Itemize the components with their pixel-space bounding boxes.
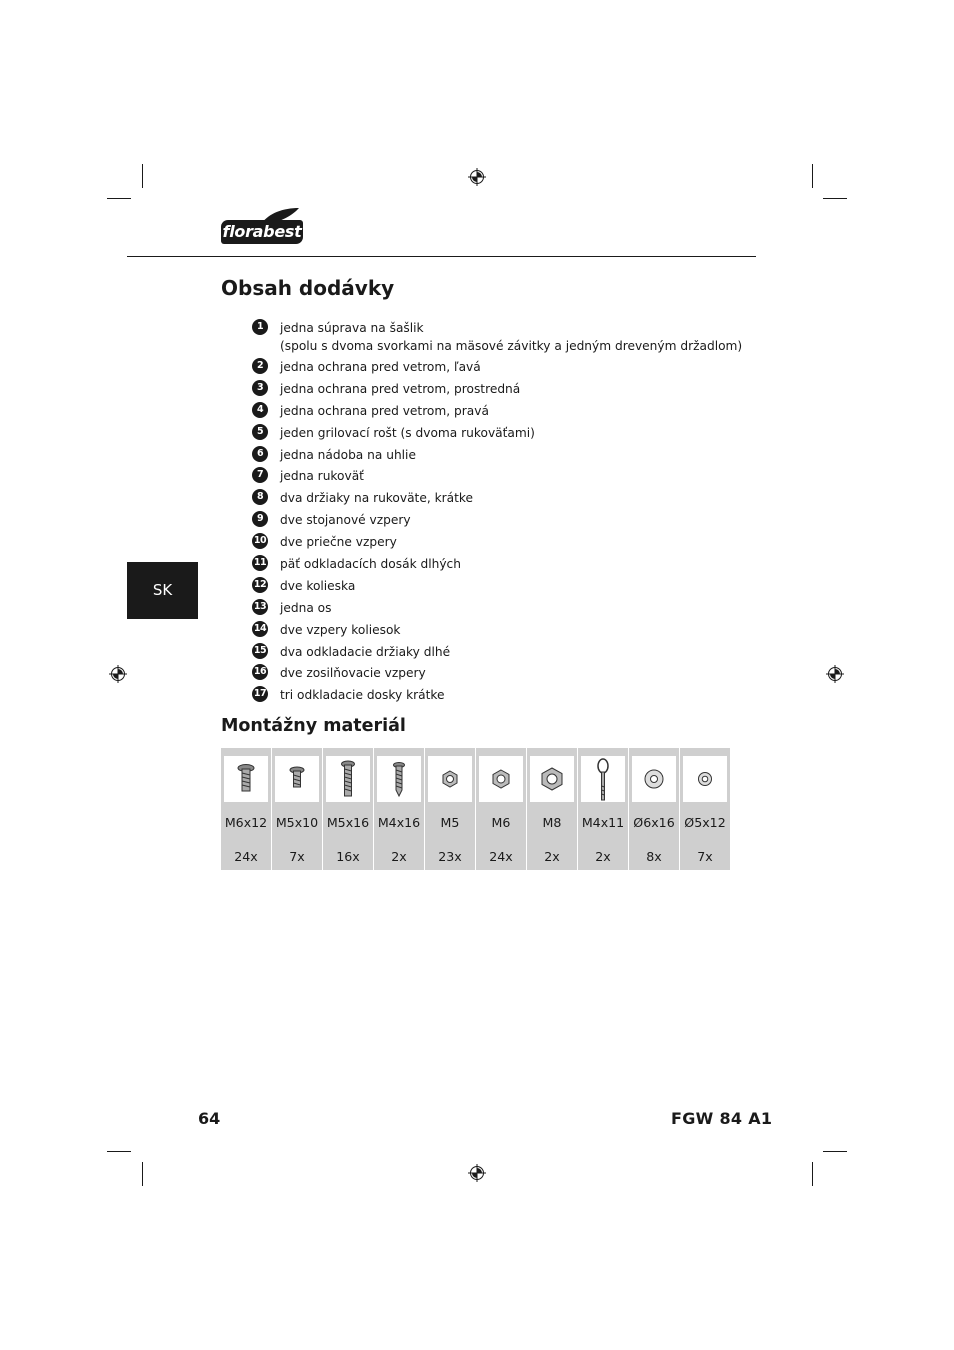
item-number-badge: 5 [252, 424, 268, 440]
hardware-cell [374, 748, 424, 870]
part-quantity: 24x [234, 849, 258, 864]
part-quantity: 7x [697, 849, 713, 864]
page-title: Obsah dodávky [221, 276, 395, 300]
screw-icon [275, 756, 319, 802]
crop-mark [812, 1162, 813, 1186]
crop-mark [823, 1151, 847, 1152]
item-number-badge: 1 [252, 319, 268, 335]
part-size: M4x16 [377, 815, 421, 830]
item-text: dve zosilňovacie vzpery [280, 666, 426, 681]
part-size: M5x16 [326, 815, 370, 830]
item-number-badge: 13 [252, 599, 268, 615]
item-number-badge: 15 [252, 643, 268, 659]
item-text: dve stojanové vzpery [280, 513, 411, 528]
screw-icon [326, 756, 370, 802]
item-text: dve vzpery koliesok [280, 622, 401, 637]
registration-mark-icon [826, 665, 844, 683]
section-title: Montážny materiál [221, 716, 406, 736]
nut-icon [479, 756, 523, 802]
hardware-cell [221, 748, 271, 870]
registration-mark-icon [468, 168, 486, 186]
item-text: jedna os [280, 600, 332, 615]
part-quantity: 7x [289, 849, 305, 864]
hardware-cell [578, 748, 628, 870]
item-number-badge: 6 [252, 446, 268, 462]
item-number-badge: 2 [252, 358, 268, 374]
nut-icon [428, 756, 472, 802]
item-number-badge: 17 [252, 686, 268, 702]
item-text: jedna ochrana pred vetrom, prostredná [280, 381, 521, 396]
part-quantity: 2x [595, 849, 611, 864]
item-text: päť odkladacích dosák dlhých [280, 557, 461, 572]
part-size: Ø5x12 [684, 815, 726, 830]
item-number-badge: 11 [252, 555, 268, 571]
item-text: dva odkladacie držiaky dlhé [280, 644, 451, 659]
part-quantity: 23x [438, 849, 462, 864]
item-number-badge: 10 [252, 533, 268, 549]
part-size: M4x11 [581, 815, 625, 830]
item-text: dve priečne vzpery [280, 535, 397, 550]
screw-icon [377, 756, 421, 802]
crop-mark [142, 1162, 143, 1186]
item-number-badge: 8 [252, 489, 268, 505]
part-size: M8 [542, 815, 562, 830]
page-number: 64 [198, 1109, 221, 1128]
crop-mark [107, 1151, 131, 1152]
logo-text: florabest [221, 220, 303, 244]
item-text: dve kolieska [280, 578, 356, 593]
item-number-badge: 9 [252, 511, 268, 527]
part-quantity: 2x [544, 849, 560, 864]
screw-icon [224, 756, 268, 802]
crop-mark [107, 198, 131, 199]
item-text: jedna ochrana pred vetrom, pravá [280, 403, 489, 418]
crop-mark [823, 198, 847, 199]
part-quantity: 8x [646, 849, 662, 864]
part-quantity: 16x [336, 849, 360, 864]
language-tab: SK [127, 562, 198, 619]
part-quantity: 24x [489, 849, 513, 864]
part-size: M6 [491, 815, 511, 830]
header-rule [127, 256, 756, 257]
item-text: dva držiaky na rukoväte, krátke [280, 491, 474, 506]
item-number-badge: 7 [252, 467, 268, 483]
part-size: M5x10 [275, 815, 319, 830]
item-text: jedna ochrana pred vetrom, ľavá [280, 360, 481, 374]
part-quantity: 2x [391, 849, 407, 864]
item-number-badge: 16 [252, 664, 268, 680]
part-size: Ø6x16 [633, 815, 675, 830]
item-text: jedna súprava na šašlik (spolu s dvoma svorkami na mäsové závitky a jedným dreveným držadlom) [280, 321, 743, 353]
item-text: jedna rukoväť [280, 469, 364, 484]
item-text: jedna nádoba na uhlie [280, 447, 416, 462]
hardware-table [221, 748, 732, 870]
washer-icon [632, 756, 676, 802]
hardware-cell [629, 748, 679, 870]
part-size: M5 [440, 815, 460, 830]
item-number-badge: 3 [252, 380, 268, 396]
hardware-cell [527, 748, 577, 870]
nut-icon [530, 756, 574, 802]
crop-mark [142, 164, 143, 188]
item-number-badge: 12 [252, 577, 268, 593]
hardware-cell [323, 748, 373, 870]
hardware-cell [272, 748, 322, 870]
model-number: FGW 84 A1 [671, 1109, 773, 1128]
item-number-badge: 4 [252, 402, 268, 418]
brand-logo [221, 207, 305, 245]
eye-bolt-icon [581, 756, 625, 802]
registration-mark-icon [109, 665, 127, 683]
part-size: M6x12 [224, 815, 268, 830]
crop-mark [812, 164, 813, 188]
hardware-cell [476, 748, 526, 870]
washer-icon [683, 756, 727, 802]
item-number-badge: 14 [252, 621, 268, 637]
item-text: tri odkladacie dosky krátke [280, 688, 445, 703]
registration-mark-icon [468, 1164, 486, 1182]
item-text: jeden grilovací rošt (s dvoma rukoväťami) [280, 425, 535, 440]
hardware-cell [680, 748, 730, 870]
hardware-cell [425, 748, 475, 870]
